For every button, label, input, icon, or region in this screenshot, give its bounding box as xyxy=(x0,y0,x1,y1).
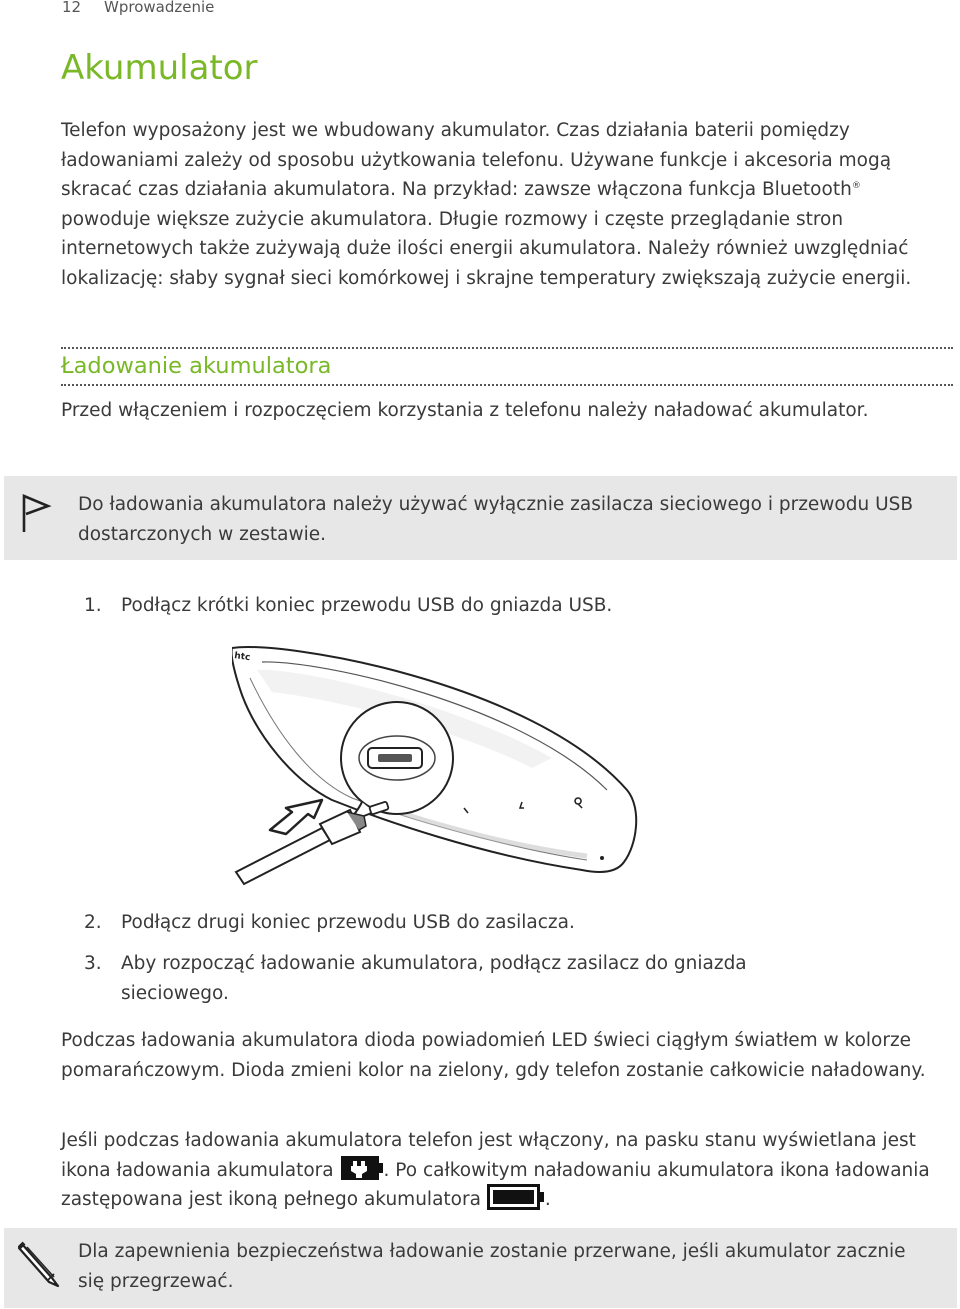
step-text: Aby rozpocząć ładowanie akumulatora, podłącz zasilacz do gniazda sieciowego. xyxy=(121,953,747,1004)
step-text: Podłącz drugi koniec przewodu USB do zasilacza. xyxy=(121,912,575,933)
pencil-icon xyxy=(18,1240,64,1290)
page-title: Akumulator xyxy=(61,48,258,88)
step-3 xyxy=(84,949,844,1008)
battery-full-icon xyxy=(487,1184,545,1210)
step-text: Podłącz krótki koniec przewodu USB do gniazda USB. xyxy=(121,595,613,616)
section-name: Wprowadzenie xyxy=(104,0,215,16)
step-2 xyxy=(84,908,844,938)
intro-paragraph xyxy=(61,116,941,293)
warning-note xyxy=(4,476,957,560)
trademark-symbol: ® xyxy=(851,180,861,191)
status-text-part2: . Po całkowitym naładowaniu akumulatora ikona ładowania zastępowana jest ikoną pełnego akumulatora xyxy=(61,1159,930,1210)
tip-note xyxy=(4,1228,957,1308)
step-1 xyxy=(84,591,844,621)
section-heading: Ładowanie akumulatora xyxy=(61,353,332,379)
step-number: 2. xyxy=(84,912,102,933)
battery-charging-icon xyxy=(340,1155,384,1181)
intro-text-part1: Telefon wyposażony jest we wbudowany akumulator. Czas działania baterii pomiędzy ładowaniami zależy od sposobu użytkowania telefonu. Używane funkcje i akcesoria mogą skracać czas działania akumulatora. Na przykład: zawsze włączona funkcja Bluetooth xyxy=(61,120,892,200)
intro-text-part2: powoduje większe zużycie akumulatora. Długie rozmowy i częste przeglądanie stron internetowych także zużywają duże ilości energii akumulatora. Należy również uwzględniać lokalizację: słaby sygnał sieci komórkowej i skrajne temperatury zwiększają zużycie energii. xyxy=(61,208,912,289)
brand-mark: htc xyxy=(233,651,251,664)
status-paragraph xyxy=(61,1126,941,1215)
page-number: 12 xyxy=(62,0,82,16)
section-heading-bar xyxy=(61,347,953,386)
status-text-part3: . xyxy=(544,1189,551,1210)
flag-icon xyxy=(18,492,54,534)
step-number: 1. xyxy=(84,595,102,616)
phone-usb-illustration xyxy=(232,640,662,890)
led-paragraph: Podczas ładowania akumulatora dioda powiadomień LED świeci ciągłym światłem w kolorze pomarańczowym. Dioda zmieni kolor na zielony, gdy telefon zostanie całkowicie naładowany. xyxy=(61,1030,926,1081)
status-text-part1: Jeśli podczas ładowania akumulatora telefon jest włączony, na pasku stanu wyświetlana jest ikona ładowania akumulatora xyxy=(61,1130,916,1181)
step-number: 3. xyxy=(84,953,102,974)
charging-intro: Przed włączeniem i rozpoczęciem korzystania z telefonu należy naładować akumulator. xyxy=(61,400,869,421)
tip-note-text: Dla zapewnienia bezpieczeństwa ładowanie zostanie przerwane, jeśli akumulator zacznie się przegrzewać. xyxy=(78,1241,906,1292)
warning-note-text: Do ładowania akumulatora należy używać wyłącznie zasilacza sieciowego i przewodu USB dostarczonych w zestawie. xyxy=(78,494,914,545)
page-header xyxy=(62,0,214,16)
